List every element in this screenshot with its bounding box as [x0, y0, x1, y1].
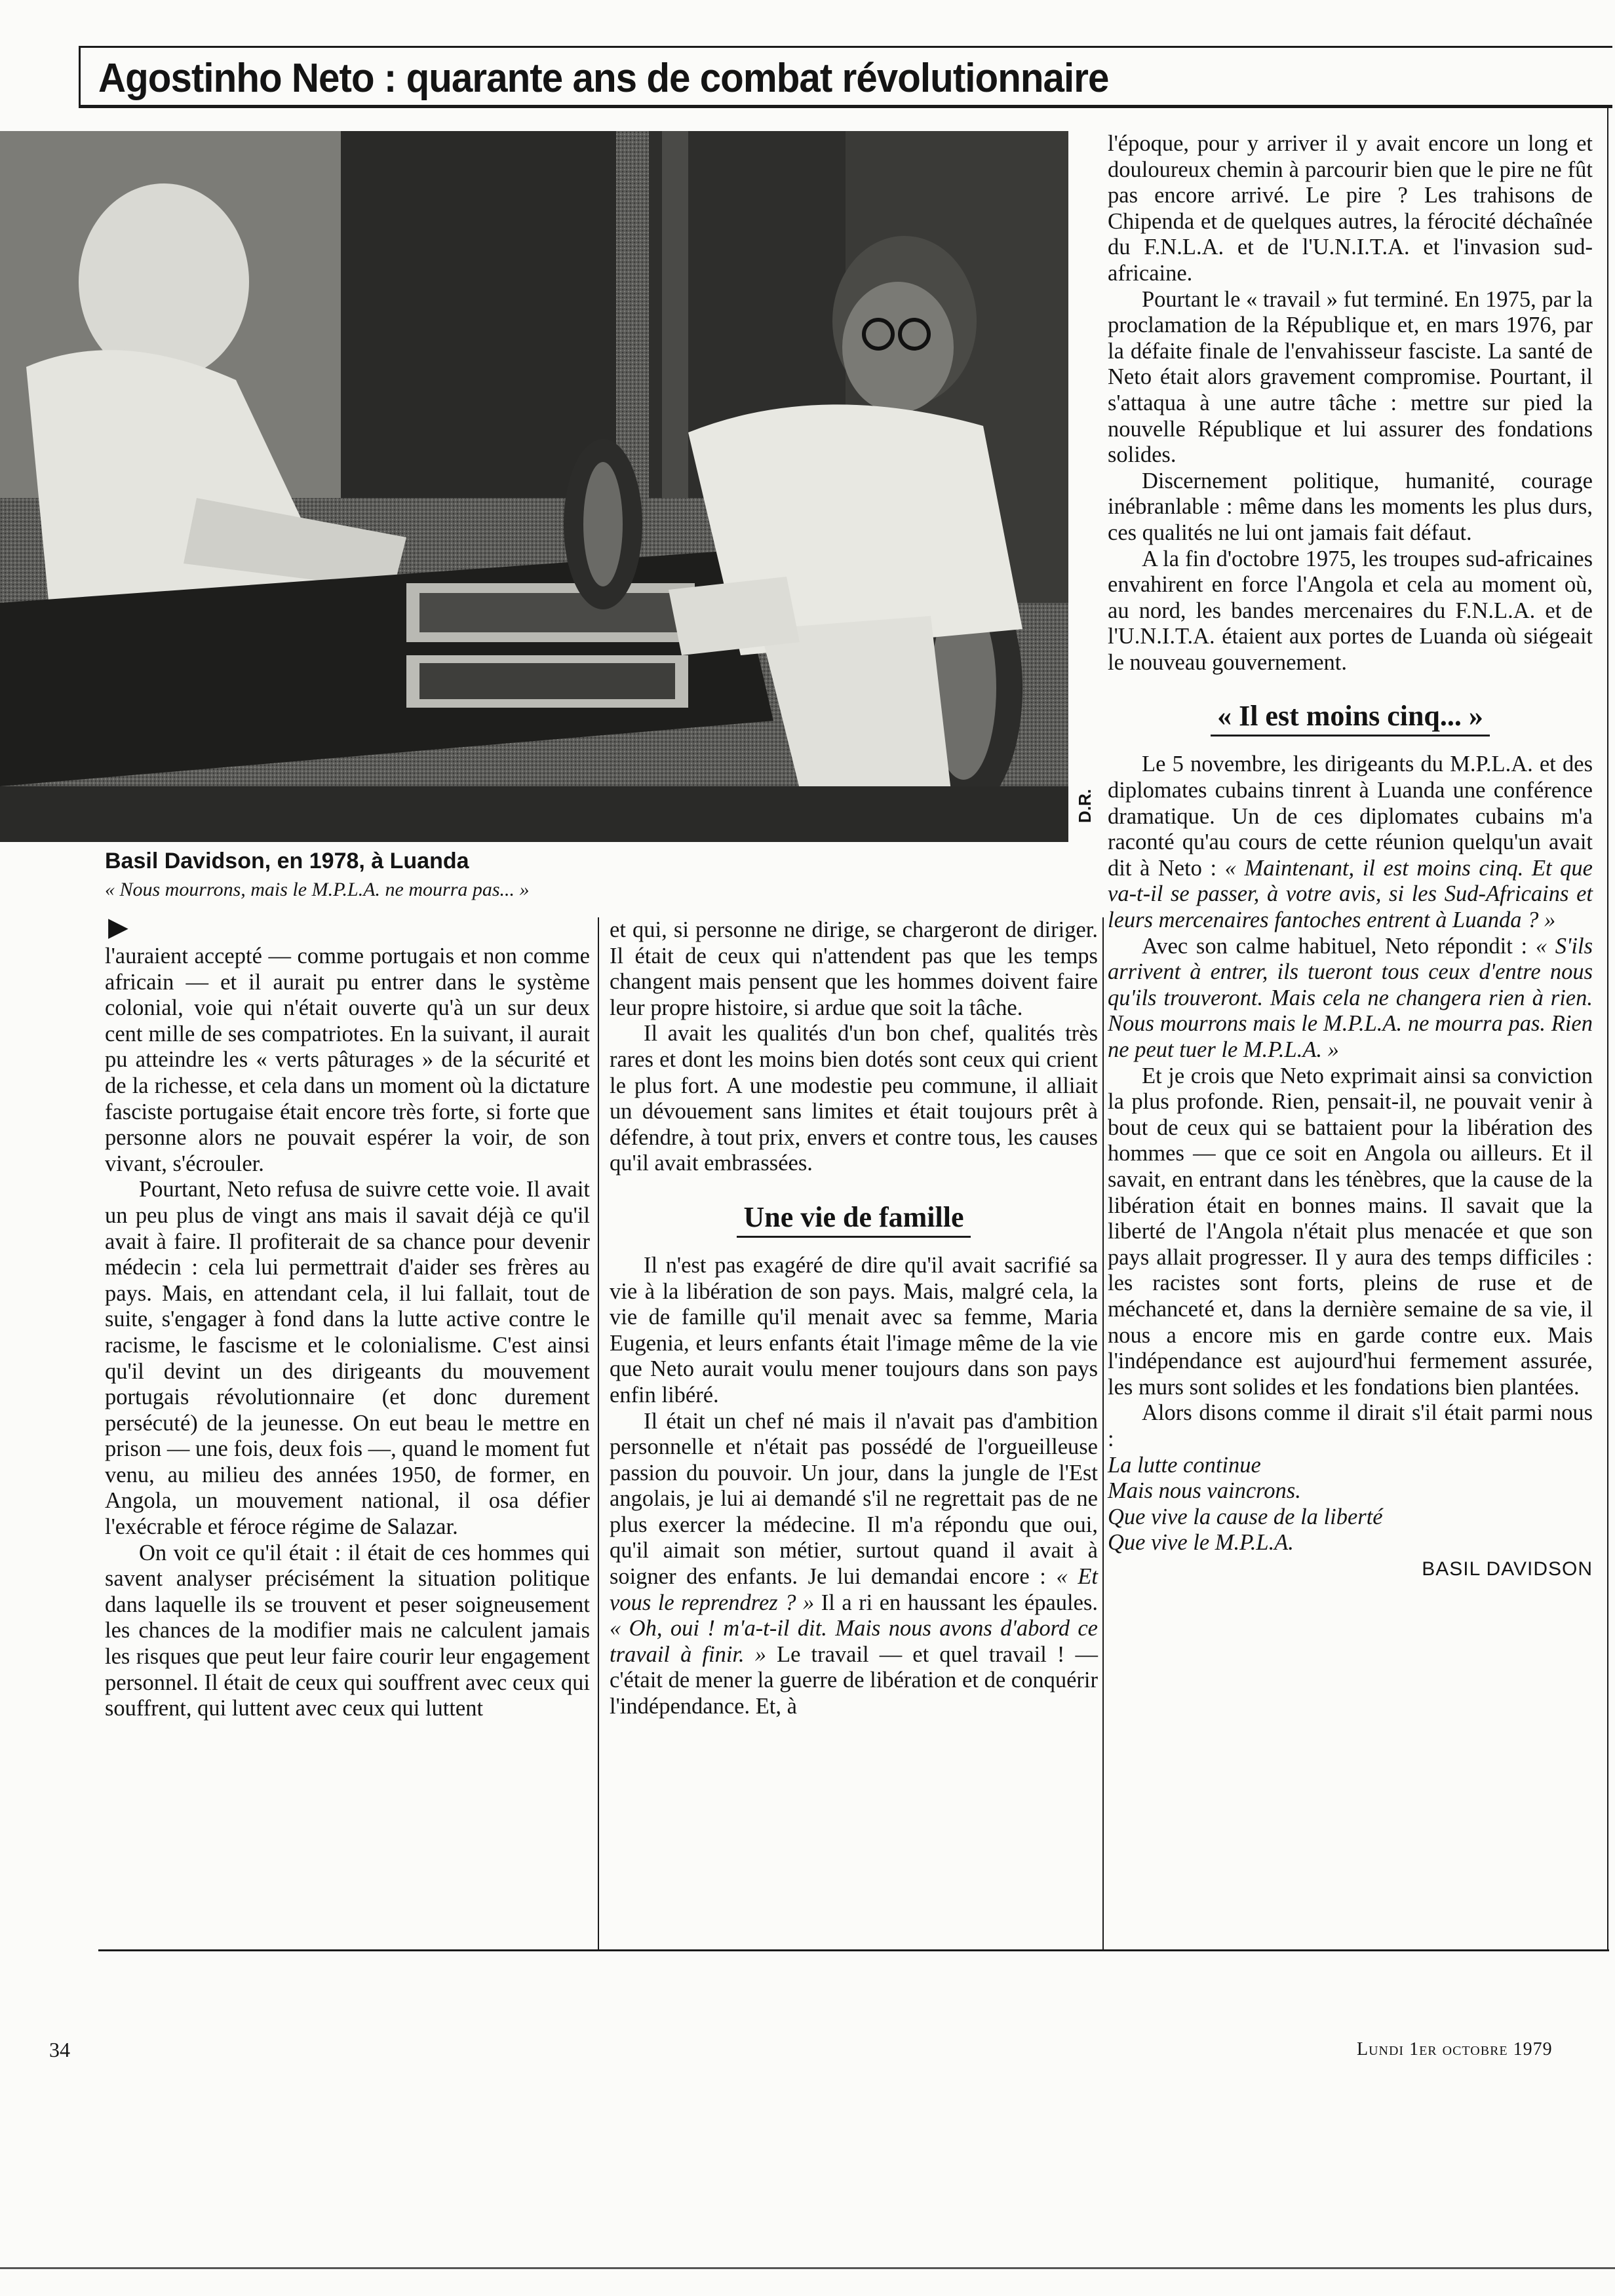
paragraph: Discernement politique, humanité, courage inébranlable : même dans les moments les plus durs, ces qualités ne lui ont jamais fait défaut.: [1108, 468, 1593, 545]
paragraph: l'auraient accepté — comme portugais et non comme africain — et il aurait pu entrer dans le système colonial, voie qui n'était ouverte qu'à un sur deux cent mille de ses compatriotes. En la suivant, il aurait pu atteindre les « verts pâturages » de la sécurité et de la richesse, et cela dans un moment où la dictature fasciste portugaise était encore très forte, si forte que personne alors ne pouvait espérer la voir, de son vivant, s'écrouler.: [105, 944, 590, 1176]
text-run: Le 5 novembre, les dirigeants du M.P.L.A. et des diplomates cubains tinrent à Luanda une conférence dramatique. Un de ces diplomates cubains m'a raconté qu'au cours de cette réunion quelqu'un avait dit à Neto :: [1108, 752, 1593, 881]
subhead-text: Une vie de famille: [737, 1201, 970, 1238]
quote: « Maintenant, il est moins cinq. Et que va-t-il se passer, à votre avis, si les Sud-Africains et leurs mercenaires fantoches entrent à Luanda ? »: [1108, 855, 1593, 933]
column-rule-3: [1607, 108, 1608, 1949]
paragraph: [1108, 934, 1593, 1063]
paragraph: Alors disons comme il dirait s'il était parmi nous :: [1108, 1400, 1593, 1451]
poem-line: La lutte continue: [1108, 1452, 1261, 1478]
paragraph: Et je crois que Neto exprimait ainsi sa conviction la plus profonde. Rien, pensait-il, ne pouvait venir à bout de ceux qui se battaient pour la libération des hommes — que ce soit en Angola ou ailleurs. Et il savait, en entrant dans les ténèbres, que la cause de la libération était en bonnes mains. Il savait que la liberté de l'Angola n'était plus menacée et que son pays allait progresser. Il y aura des temps difficiles : les racistes sont forts, pleins de ruse et de méchanceté et, dans la dernière semaine de sa vie, il nous a encore mis en garde contre eux. Mais l'indépendance est aujourd'hui fermement assurée, les murs sont solides et les fondations bien plantées.: [1108, 1063, 1593, 1400]
quote: « S'ils arrivent à entrer, ils tueront tous ceux d'entre nous qu'ils trouveront. Mais cela ne changera rien à rien. Nous mourrons mais le M.P.L.A. ne mourra pas. Rien ne peut tuer le M.P.L.A. »: [1108, 933, 1593, 1062]
paragraph: On voit ce qu'il était : il était de ces hommes qui savent analyser précisément la situation politique dans laquelle ils se trouvent et peser soigneusement les chances de la modifier mais ne calculent jamais les risques que peut leur faire courir leur engagement personnel. Il était de ceux qui souffrent avec ceux qui souffrent, qui luttent avec ceux qui luttent: [105, 1540, 590, 1721]
subhead-text: « Il est moins cinq... »: [1211, 700, 1490, 737]
photo-credit: D.R.: [1075, 789, 1095, 823]
photo-caption-title: Basil Davidson, en 1978, à Luanda: [105, 849, 469, 873]
author-signature: BASIL DAVIDSON: [1422, 1558, 1593, 1580]
text-column-3: [1108, 131, 1593, 1582]
article-photo: [0, 131, 1068, 842]
poem-line: Que vive la cause de la liberté: [1108, 1504, 1383, 1529]
column-rule-2: [1102, 917, 1104, 1949]
paragraph: [610, 1409, 1098, 1720]
issue-date: Lundi 1er octobre 1979: [1357, 2039, 1553, 2059]
photo-illustration: [0, 131, 1068, 842]
page-number: 34: [49, 2038, 70, 2061]
quote: « Et vous le reprendrez ? »: [610, 1564, 1098, 1615]
paragraph: et qui, si personne ne dirige, se chargeront de diriger. Il était de ceux qui n'attendent pas que les temps changent mais pensent que les hommes doivent faire leur propre histoire, si ardue que soit la tâche.: [610, 917, 1098, 1020]
paragraph: [1108, 752, 1593, 933]
paragraph: Pourtant le « travail » fut terminé. En 1975, par la proclamation de la République et, en mars 1976, par la défaite finale de l'envahisseur fasciste. La santé de Neto était alors gravement compromise. Pourtant, il s'attaqua à une autre tâche : mettre sur pied la nouvelle République et lui assurer des fondations solides.: [1108, 286, 1593, 468]
page-bottom-rule: [0, 2267, 1615, 2269]
text-run: Il était un chef né mais il n'avait pas d'ambition personnelle et n'était pas possédé de l'orgueilleuse passion du pouvoir. Un jour, dans la jungle de l'Est angolais, je lui ai demandé s'il ne regrettait pas de ne plus exercer la médecine. Il m'a répondu que oui, qu'il aimait son métier, surtout quand il avait à soigner des enfants. Je lui demandai encore :: [610, 1408, 1098, 1590]
paragraph: Pourtant, Neto refusa de suivre cette voie. Il avait un peu plus de vingt ans mais il savait déjà ce qu'il avait à faire. Il profiterait de sa chance pour devenir médecin : cela lui permettrait d'aider ses frères au pays. Mais, en attendant cela, il lui fallait, tout de suite, s'engager à fond dans la lutte active contre le racisme, le fascisme et le colonialisme. C'est ainsi qu'il devint un des dirigeants du mouvement portugais révolutionnaire (et donc durement persécuté) de la jeunesse. On eut beau le mettre en prison — une fois, deux fois —, quand le moment fut venu, au milieu des années 1950, de former, en Angola, un mouvement national, il osa défier l'exécrable et féroce régime de Salazar.: [105, 1177, 590, 1540]
paragraph: A la fin d'octobre 1975, les troupes sud-africaines envahirent en force l'Angola et cela au moment où, au nord, les bandes mercenaires du F.N.L.A. et de l'U.N.I.T.A. étaient aux portes de Luanda où siégeait le nouveau gouvernement.: [1108, 546, 1593, 675]
subhead-family-life: [610, 1199, 1098, 1236]
subhead-five-to: [1108, 698, 1593, 735]
poem-line: Que vive le M.P.L.A.: [1108, 1530, 1294, 1556]
headline: Agostinho Neto : quarante ans de combat révolutionnaire: [98, 56, 1109, 101]
header-rule-top: [79, 46, 1612, 48]
continuation-arrow-icon: ▶: [108, 912, 128, 942]
text-run: Il a ri en haussant les épaules.: [821, 1590, 1098, 1615]
poem-line: Mais nous vaincrons.: [1108, 1478, 1301, 1504]
paragraph: Il n'est pas exagéré de dire qu'il avait sacrifié sa vie à la libération de son pays. Mais, malgré cela, la vie de famille qu'il menait avec sa femme, Maria Eugenia, et leurs enfants était l'image même de la vie que Neto aurait voulu mener toujours dans son pays enfin libéré.: [610, 1252, 1098, 1407]
quote: « Oh, oui ! m'a-t-il dit. Mais nous avons d'abord ce travail à finir. »: [610, 1616, 1098, 1667]
text-column-2: [610, 917, 1098, 1720]
column-rule-1: [598, 917, 599, 1949]
text-run: Avec son calme habituel, Neto répondit :: [1142, 933, 1528, 959]
header-rule-left: [79, 46, 81, 105]
photo-caption-quote: « Nous mourrons, mais le M.P.L.A. ne mourra pas... »: [105, 879, 530, 900]
text-column-1: [105, 944, 590, 1722]
text-run: Le travail — et quel travail ! — c'était de mener la guerre de libération et de conquérir l'indépendance. Et, à: [610, 1641, 1098, 1719]
paragraph: Il avait les qualités d'un bon chef, qualités très rares et dont les moins bien dotés sont ceux qui crient le plus fort. A une modestie peu commune, il alliait un dévouement sans limites et était toujours prêt à défendre, à tout prix, envers et contre tous, les causes qu'il avait embrassées.: [610, 1021, 1098, 1176]
paragraph: l'époque, pour y arriver il y avait encore un long et douloureux chemin à parcourir bien que le pire ne fût pas encore arrivé. Le pire ? Les trahisons de Chipenda et de quelques autres, la férocité déchaînée du F.N.L.A. et de l'U.N.I.T.A. et l'invasion sud-africaine.: [1108, 131, 1593, 286]
article-bottom-rule: [98, 1949, 1609, 1951]
header-rule-bottom: [79, 105, 1612, 108]
